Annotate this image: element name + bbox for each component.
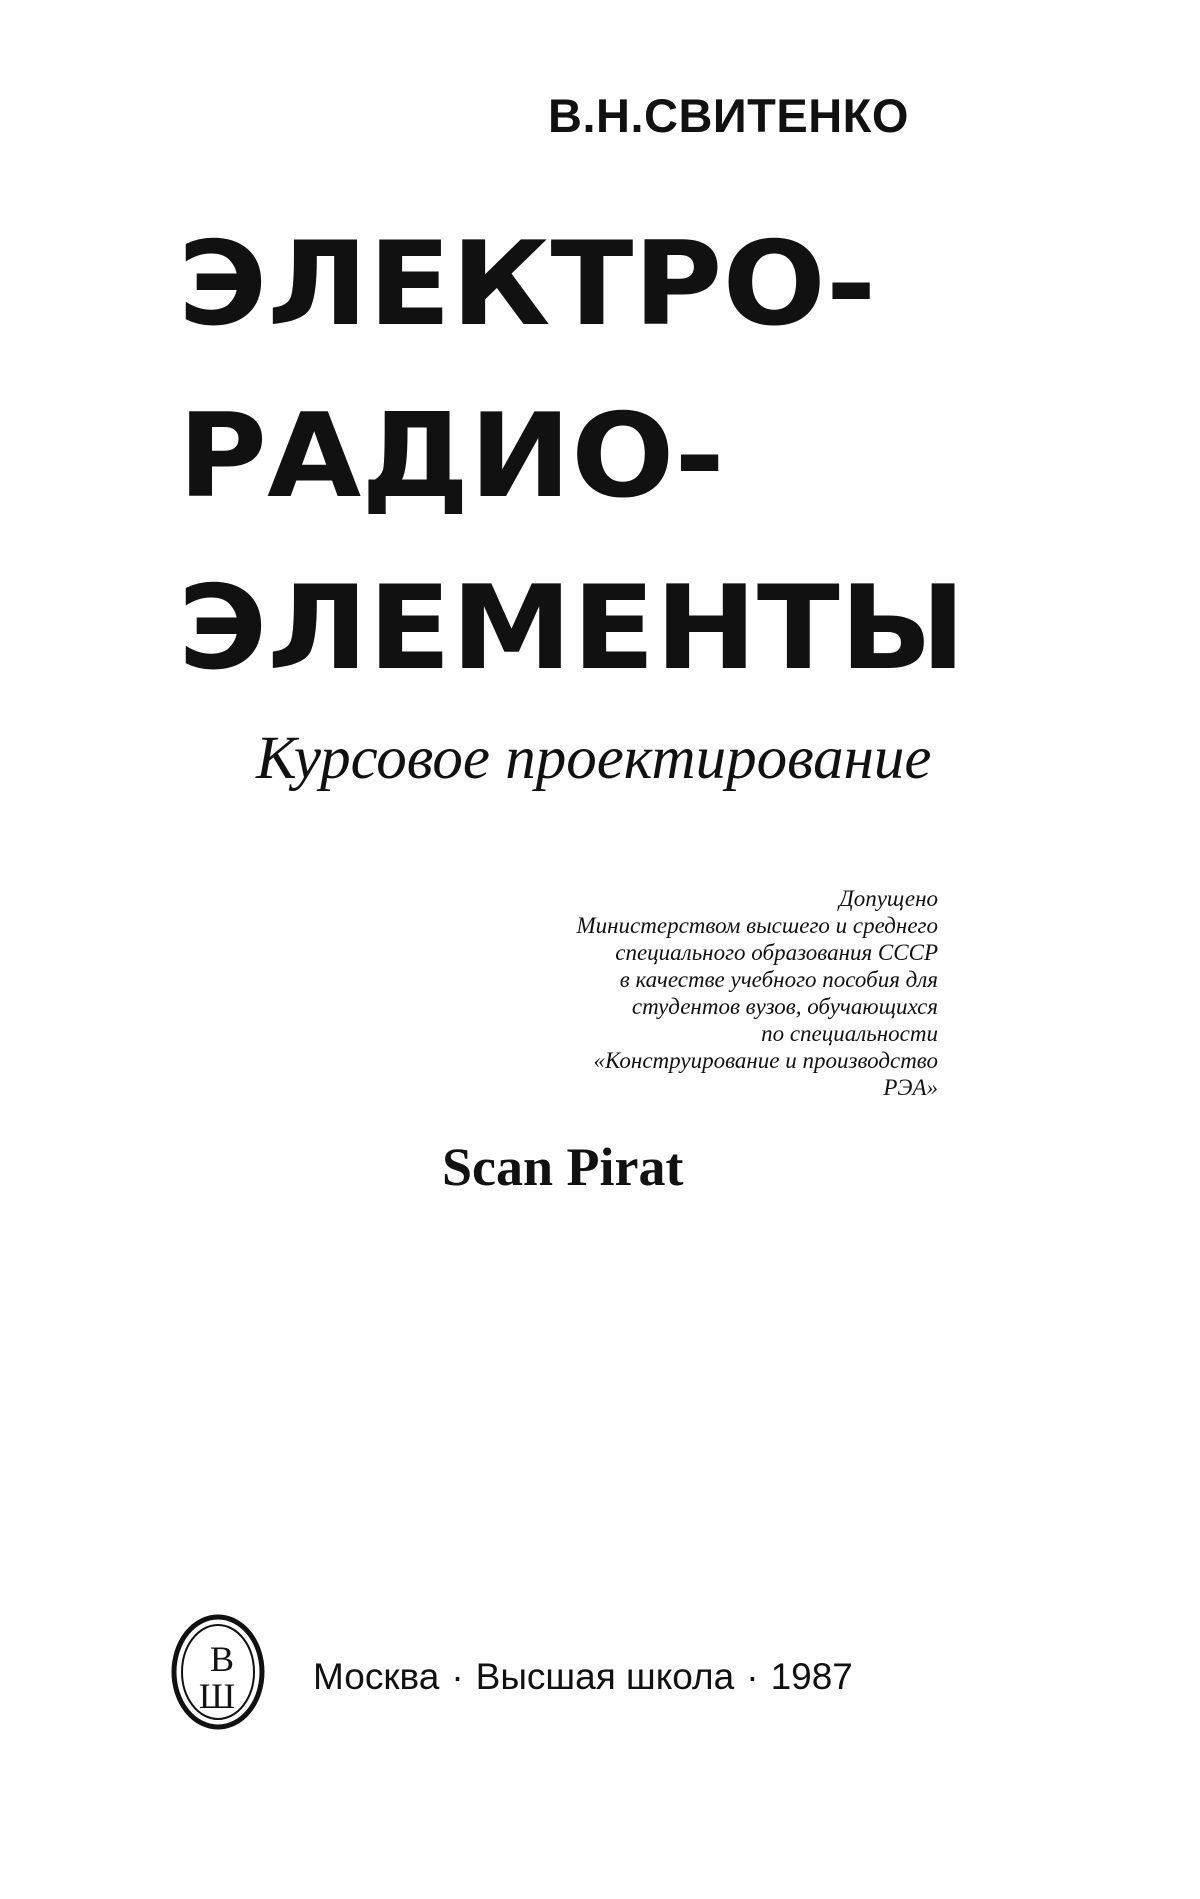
publisher-logo-icon [170, 1613, 266, 1731]
book-title-line-1: ЭЛЕКТРО- [178, 216, 877, 352]
book-title-line-2: РАДИО- [178, 388, 725, 524]
imprint-separator: · [451, 1656, 464, 1697]
book-title-line-3: ЭЛЕМЕНТЫ [178, 560, 966, 696]
imprint-separator: · [746, 1656, 759, 1697]
publication-year: 1987 [770, 1656, 853, 1697]
approval-line: РЭА» [883, 1075, 938, 1100]
approval-line: «Конструирование и производство [593, 1048, 938, 1073]
approval-line: в качестве учебного пособия для [619, 967, 938, 992]
publisher-imprint [313, 1658, 853, 1695]
book-subtitle: Курсовое проектирование [256, 725, 932, 792]
author-name: В.Н.СВИТЕНКО [548, 89, 909, 142]
approval-line: Допущено [839, 886, 938, 911]
svg-text:В: В [209, 1639, 235, 1679]
svg-text:Ш: Ш [198, 1676, 236, 1716]
approval-line: специального образования СССР [615, 940, 938, 965]
publisher-name: Высшая школа [475, 1656, 735, 1697]
approval-note [438, 885, 938, 1101]
approval-line: Министерством высшего и среднего [576, 913, 938, 938]
approval-line: по специальности [761, 1021, 938, 1046]
publisher-city: Москва [313, 1656, 440, 1697]
approval-line: студентов вузов, обучающихся [631, 994, 938, 1019]
scan-watermark: Scan Pirat [442, 1137, 684, 1197]
